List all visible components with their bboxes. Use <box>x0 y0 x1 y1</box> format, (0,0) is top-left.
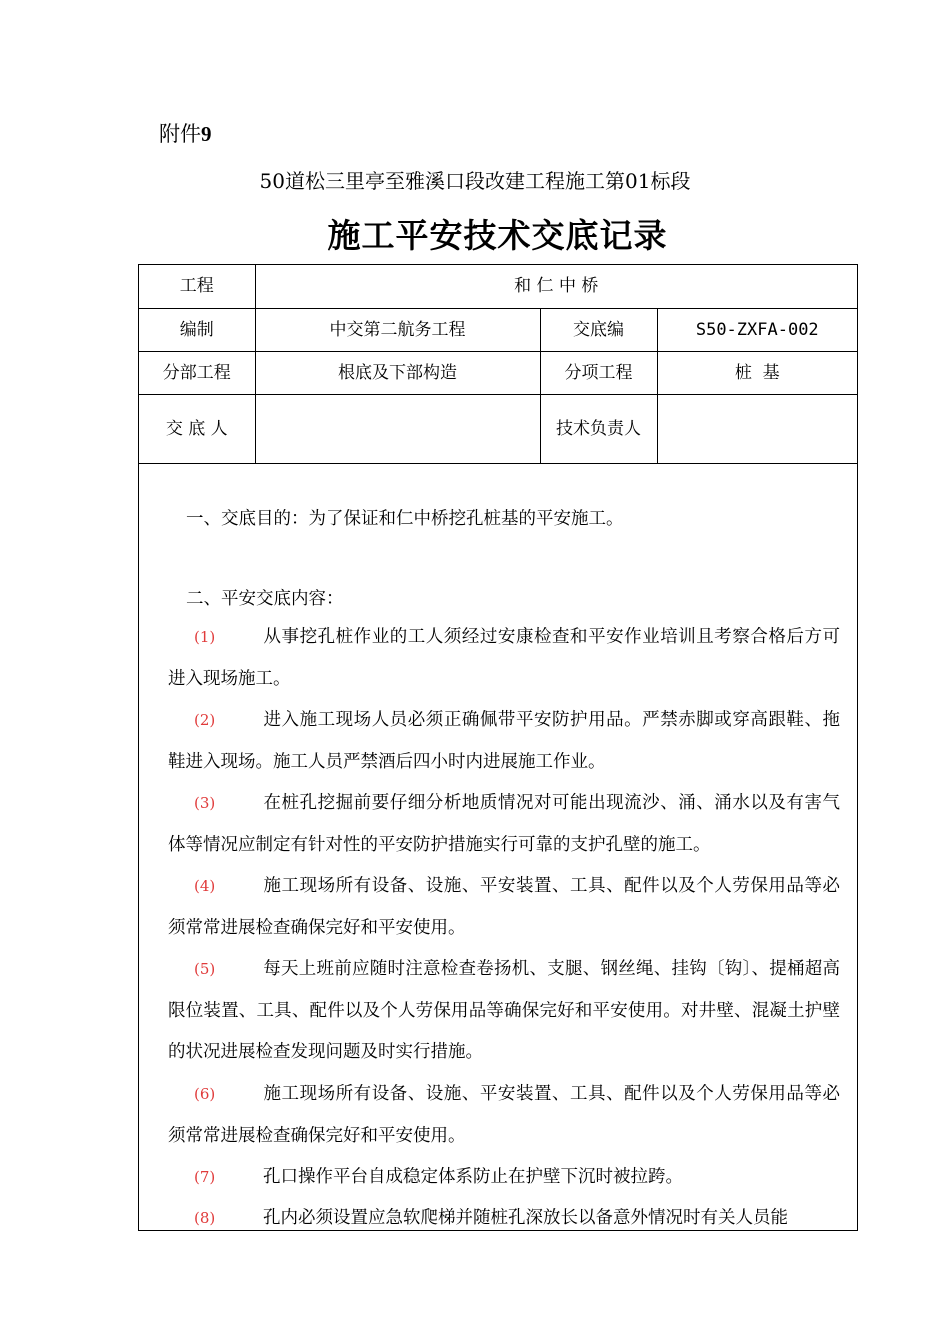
item-text: 施工现场所有设备、设施、平安装置、工具、配件以及个人劳保用品等必须常常进展检查确保完好和平安使用。 <box>168 1084 840 1146</box>
item-number: (8) <box>194 1209 216 1227</box>
item-text: 在桩孔挖掘前要仔细分析地质情况对可能出现流沙、涌、涌水以及有害气体等情况应制定有针对性的平安防护措施实行可靠的支护孔壁的施工。 <box>168 793 840 855</box>
project-label: 工程 <box>139 265 255 308</box>
document-title: 施工平安技术交底记录 <box>327 216 668 255</box>
attachment-label: 附件9 <box>159 122 212 146</box>
item-text: 施工现场所有设备、设施、平安装置、工具、配件以及个人劳保用品等必须常常进展检查确保完好和平安使用。 <box>168 876 840 938</box>
record-form <box>138 264 858 1231</box>
compiler-value: 中交第二航务工程 <box>255 308 540 351</box>
division-value: 根底及下部构造 <box>255 351 540 394</box>
presenter-value <box>255 394 540 463</box>
content-heading: 二、平安交底内容： <box>186 589 344 609</box>
item-text: 从事挖孔桩作业的工人须经过安康检查和平安作业培训且考察合格后方可进入现场施工。 <box>168 627 840 689</box>
item-text: 进入施工现场人员必须正确佩带平安防护用品。严禁赤脚或穿高跟鞋、拖鞋进入现场。施工人员严禁酒后四小时内进展施工作业。 <box>168 710 840 772</box>
list-item <box>168 783 840 866</box>
division-label: 分部工程 <box>139 351 255 394</box>
item-number: (5) <box>194 960 216 978</box>
item-number: (7) <box>194 1168 216 1186</box>
list-item <box>168 1198 840 1231</box>
list-item <box>168 1074 840 1157</box>
presenter-label: 交 底 人 <box>139 394 255 463</box>
item-text: 孔口操作平台自成稳定体系防止在护壁下沉时被拉跨。 <box>263 1167 683 1187</box>
list-item <box>168 949 840 1074</box>
header-table <box>139 265 857 464</box>
item-value: 桩 基 <box>657 351 857 394</box>
item-text: 每天上班前应随时注意检查卷扬机、支腿、钢丝绳、挂钩〔钩〕、提桶超高限位装置、工具、配件以及个人劳保用品等确保完好和平安使用。对井壁、混凝土护壁的状况进展检查发现问题及时实行措施。 <box>168 959 840 1062</box>
code-label: 交底编 <box>540 308 657 351</box>
list-item <box>168 866 840 949</box>
item-text: 孔内必须设置应急软爬梯并随桩孔深放长以备意外情况时有关人员能 <box>263 1208 788 1228</box>
compiler-label: 编制 <box>139 308 255 351</box>
list-item <box>168 1157 840 1199</box>
item-number: (1) <box>194 628 216 646</box>
purpose-section: 一、交底目的：为了保证和仁中桥挖孔桩基的平安施工。 <box>186 509 624 529</box>
item-number: (6) <box>194 1085 216 1103</box>
tech-lead-value <box>657 394 857 463</box>
list-item <box>168 700 840 783</box>
item-number: (2) <box>194 711 216 729</box>
project-name-line: 50道松三里亭至雅溪口段改建工程施工第01标段 <box>259 169 691 193</box>
project-value: 和 仁 中 桥 <box>255 265 857 308</box>
list-item <box>168 617 840 700</box>
item-number: (4) <box>194 877 216 895</box>
item-label: 分项工程 <box>540 351 657 394</box>
tech-lead-label: 技术负责人 <box>540 394 657 463</box>
item-number: (3) <box>194 794 216 812</box>
code-value: S50-ZXFA-002 <box>657 308 857 351</box>
